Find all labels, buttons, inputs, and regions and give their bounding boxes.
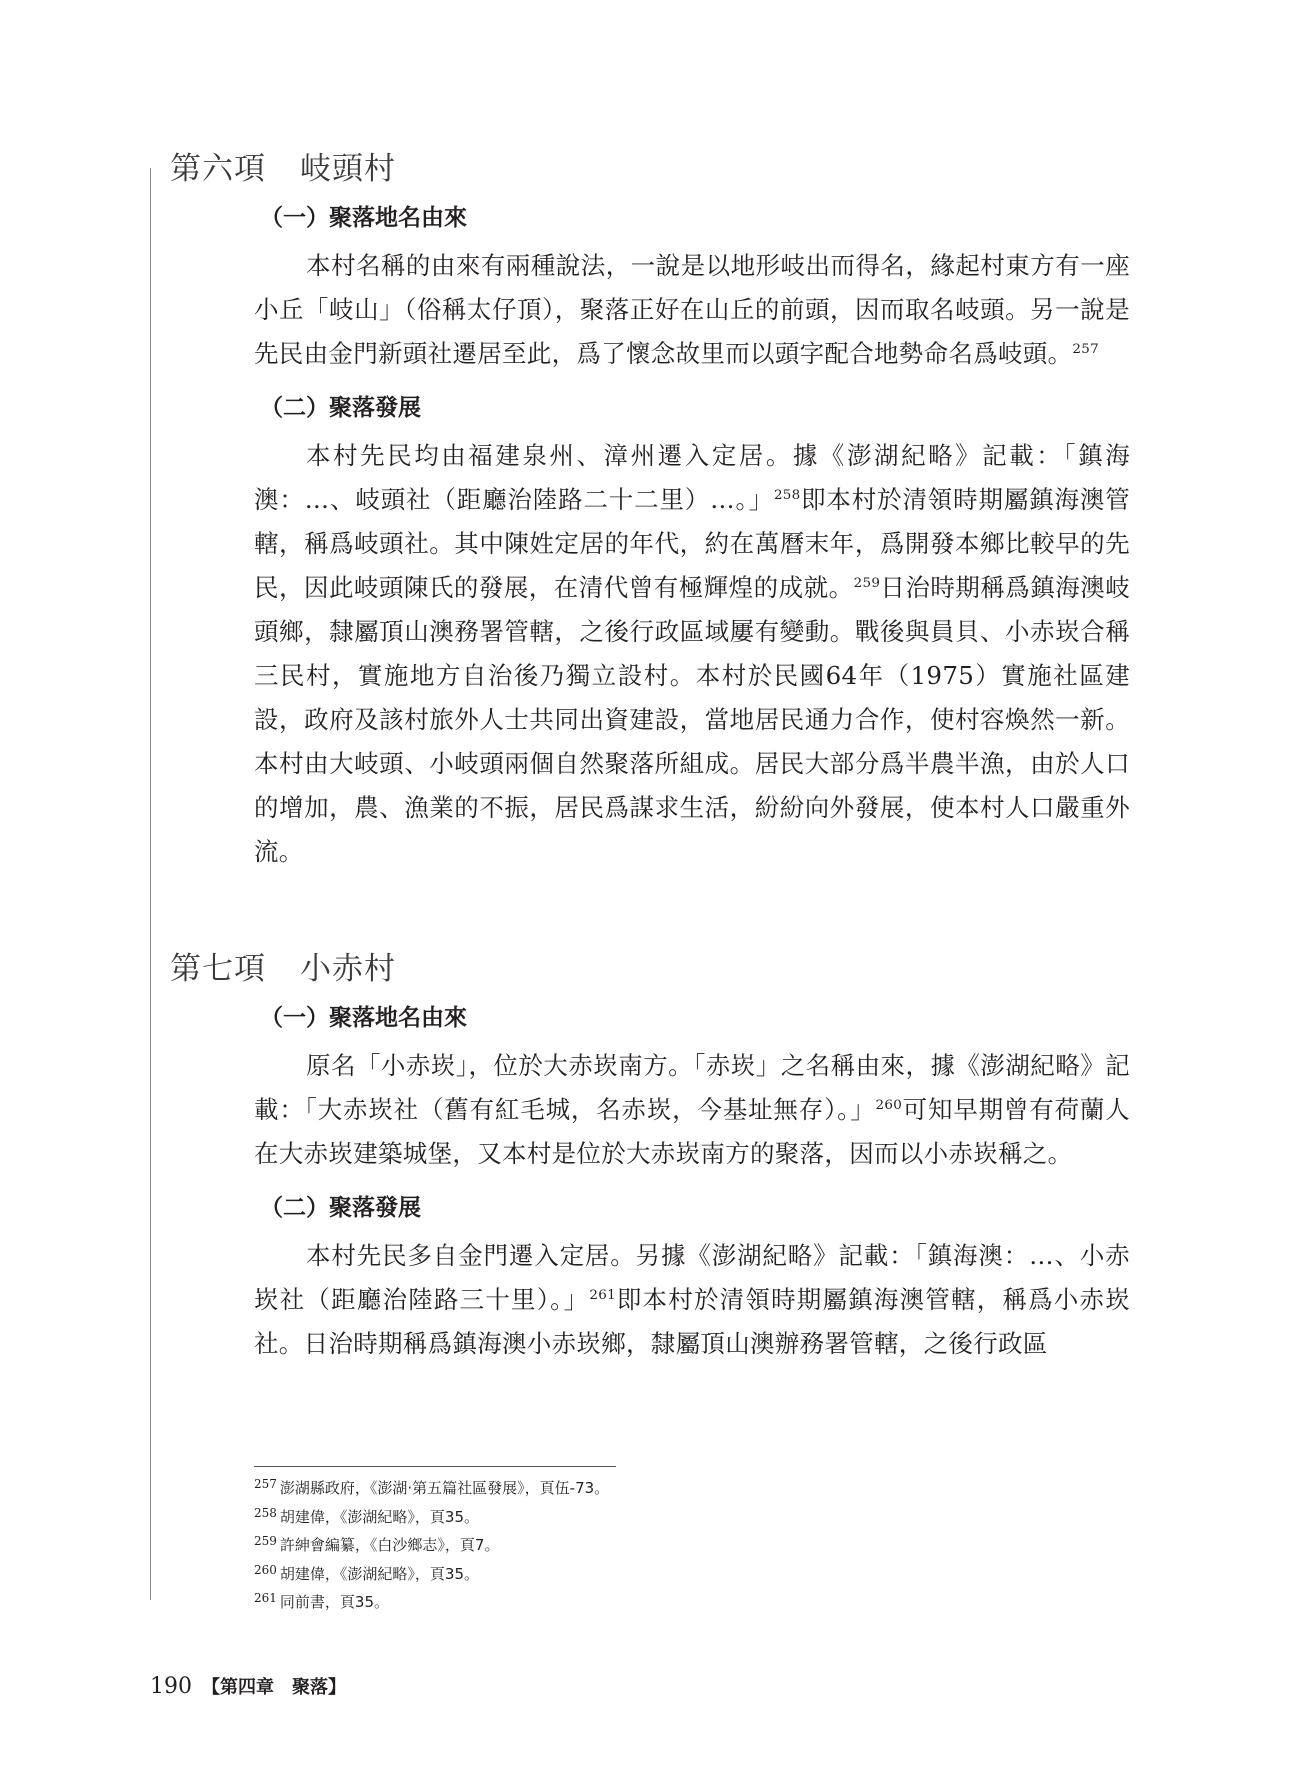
footnote: $^{257}$ 澎湖縣政府，《澎湖‧第五篇社區發展》，頁伍-73。 bbox=[254, 1477, 610, 1497]
section-qitou bbox=[170, 144, 1130, 882]
page-number: 190 bbox=[150, 1674, 192, 1699]
footnote-ref: 257 bbox=[1072, 340, 1100, 357]
subheading-development: （二）聚落發展 bbox=[260, 1194, 421, 1221]
section-name: 岐頭村 bbox=[300, 151, 396, 187]
footnote: $^{261}$ 同前書，頁35。 bbox=[254, 1591, 389, 1611]
subheading-origin: （一）聚落地名由來 bbox=[260, 1004, 467, 1031]
section-title bbox=[170, 144, 1130, 194]
footnote-divider bbox=[254, 1466, 616, 1467]
footnote-ref: 261 bbox=[589, 1286, 616, 1303]
footnote: $^{260}$ 胡建偉，《澎湖紀略》，頁35。 bbox=[254, 1562, 479, 1583]
paragraph-origin: 本村名稱的由來有兩種說法，一說是以地形岐出而得名，緣起村東方有一座小丘「岐山」（俗稱太仔頂），聚落正好在山丘的前頭，因而取名岐頭。另一說是先民由金門新頭社遷居至此，爲了懷念故里而以頭字配合地勢命名爲岐頭。$^{257}$ bbox=[254, 251, 1130, 368]
paragraph-development: 本村先民多自金門遷入定居。另據《澎湖紀略》記載：「鎮海澳：…、小赤崁社（距廳治陸路三十里）。」$^{261}$即本村於清領時期屬鎮海澳管轄，稱爲小赤崁社。日治時期稱爲鎮海澳小赤崁鄉，隸屬頂山澳辦務署管轄，之後行政區 bbox=[254, 1241, 1131, 1358]
page-footer bbox=[150, 1673, 346, 1699]
section-name: 小赤村 bbox=[300, 951, 396, 987]
paragraph-development: 本村先民均由福建泉州、漳州遷入定居。據《澎湖紀略》記載：「鎮海澳：…、岐頭社（距廳治陸路二十二里）…。」$^{258}$即本村於清領時期屬鎮海澳管轄，稱爲岐頭社。其中陳姓定居的年代，約在萬曆末年，爲開發本鄉比較早的先民，因此岐頭陳氏的發展，在清代曾有極輝煌的成就。$^{259}$日治時期稱爲鎮海澳岐頭鄉，隸屬頂山澳務署管轄，之後行政區域屢有變動。戰後與員貝、小赤崁合稱三民村，實施地方自治後乃獨立設村。本村於民國64年（1975）實施社區建設，政府及該村旅外人士共同出資建設，當地居民通力合作，使村容煥然一新。本村由大岐頭、小岐頭兩個自然聚落所組成。居民大部分爲半農半漁，由於人口的增加，農、漁業的不振，居民爲謀求生活，紛紛向外發展，使本村人口嚴重外流。 bbox=[254, 441, 1131, 866]
footnote-ref: 260 bbox=[875, 1096, 903, 1113]
section-title bbox=[170, 944, 1130, 994]
footnote-ref: 258 bbox=[773, 486, 801, 503]
section-number: 第六項 bbox=[170, 151, 266, 187]
subheading-origin: （一）聚落地名由來 bbox=[260, 204, 467, 231]
section-xiaochi bbox=[170, 944, 1130, 1374]
subheading-development: （二）聚落發展 bbox=[260, 394, 421, 421]
footnote: $^{259}$ 許紳會編纂，《白沙鄉志》，頁7。 bbox=[254, 1534, 500, 1554]
paragraph-origin: 原名「小赤崁」，位於大赤崁南方。「赤崁」之名稱由來，據《澎湖紀略》記載：「大赤崁社（舊有紅毛城，名赤崁，今基址無存）。」$^{260}$可知早期曾有荷蘭人在大赤崁建築城堡，又本村是位於大赤崁南方的聚落，因而以小赤崁稱之。 bbox=[254, 1051, 1131, 1168]
chapter-label: 【第四章 聚落】 bbox=[202, 1677, 346, 1698]
footnotes bbox=[254, 1472, 1114, 1615]
margin-rule bbox=[150, 168, 151, 1600]
footnote: $^{258}$ 胡建偉，《澎湖紀略》，頁35。 bbox=[254, 1505, 479, 1526]
section-number: 第七項 bbox=[170, 951, 266, 987]
footnote-ref: 259 bbox=[853, 574, 881, 591]
